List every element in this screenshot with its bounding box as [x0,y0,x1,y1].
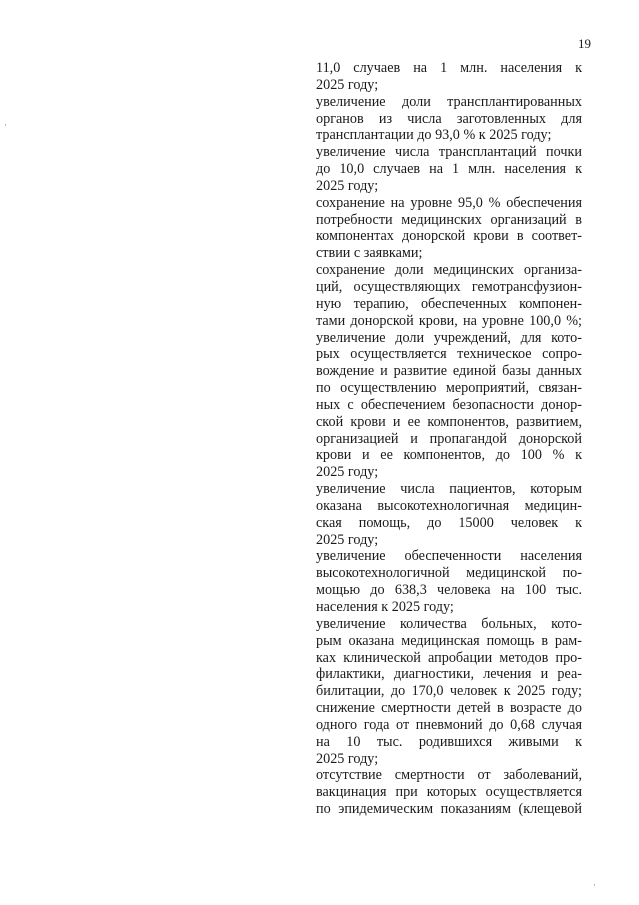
text-line: снижение смертности детей в возрасте до [316,700,582,717]
text-line: увеличение доли трансплантированных [316,93,582,110]
text-line: по осуществлению мероприятий, связан- [316,380,582,397]
text-line: ных с обеспечением безопасности донор- [316,396,582,413]
text-line: оказана высокотехнологичная медицин- [316,497,582,514]
page-number: 19 [578,36,591,51]
text-line: организацией и пропагандой донорской [316,430,582,447]
text-line: сохранение на уровне 95,0 % обеспечения [316,194,582,211]
scan-speck: · [4,120,7,130]
text-line: вождение и развитие единой базы данных [316,363,582,380]
text-line: по эпидемическим показаниям (клещевой [316,801,582,818]
text-line: увеличение доли учреждений, для кото- [316,329,582,346]
text-line: на 10 тыс. родившихся живыми к [316,733,582,750]
text-line: филактики, диагностики, лечения и реа- [316,666,582,683]
text-line: крови и ее компонентов, до 100 % к [316,447,582,464]
text-line: сохранение доли медицинских организа- [316,262,582,279]
text-line: рым оказана медицинская помощь в рам- [316,632,582,649]
text-line: увеличение количества больных, кото- [316,615,582,632]
document-body [316,60,582,818]
text-line: населения к 2025 году; [316,599,454,615]
text-line: 11,0 случаев на 1 млн. населения к [316,60,582,76]
text-line: рых осуществляется техническое сопро- [316,346,582,363]
text-line: ций, осуществляющих гемотрансфузион- [316,278,582,295]
text-line: отсутствие смертности от заболеваний, [316,767,582,784]
text-line: одного года от пневмоний до 0,68 случая [316,716,582,733]
text-line: 2025 году; [316,750,379,767]
text-line: ская помощь, до 15000 человек к [316,514,582,531]
text-line: увеличение обеспеченности населения [316,548,582,565]
text-line: компонентах донорской крови в соответ- [316,228,582,245]
text-line: тами донорской крови, на уровне 100,0 %; [316,312,582,329]
text-line: 2025 году; [316,531,379,548]
text-line: ках клинической апробации методов про- [316,649,582,666]
text-line: мощью до 638,3 человека на 100 тыс. [316,582,582,599]
text-line: 2025 году; [316,464,379,481]
text-line: органов из числа заготовленных для [316,110,582,127]
text-line: увеличение числа трансплантаций почки [316,144,582,161]
text-line: билитации, до 170,0 человек к 2025 году; [316,683,582,700]
text-line: до 10,0 случаев на 1 млн. населения к [316,161,582,178]
text-line: 2025 году; [316,76,379,93]
text-line: потребности медицинских организаций в [316,211,582,228]
text-line: трансплантации до 93,0 % к 2025 году; [316,127,552,144]
text-line: ную терапию, обеспеченных компонен- [316,295,582,312]
text-line: ской крови и ее компонентов, развитием, [316,413,582,430]
text-line: вакцинация при которых осуществляется [316,784,582,801]
text-line: 2025 году; [316,177,379,194]
text-line: ствии с заявками; [316,245,423,262]
scan-speck: · [593,880,596,890]
text-line: высокотехнологичной медицинской по- [316,565,582,582]
text-line: увеличение числа пациентов, которым [316,481,582,498]
